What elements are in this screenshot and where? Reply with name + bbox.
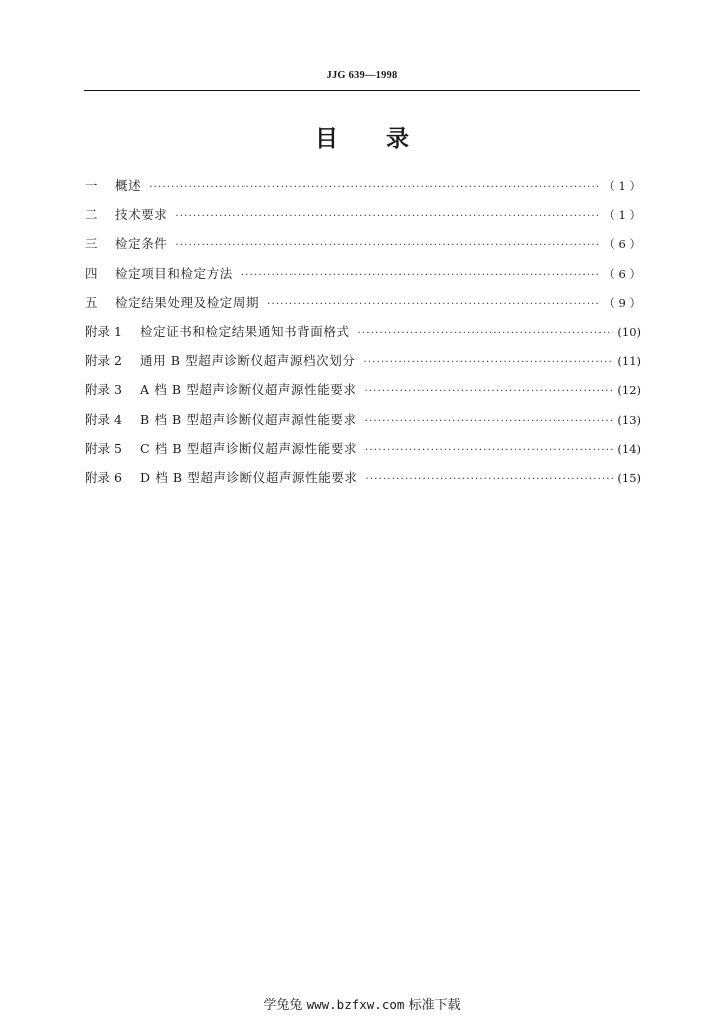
toc-dot-leader: [366, 474, 614, 485]
toc-dot-leader: [365, 445, 613, 456]
footer-tagline: 标准下载: [408, 998, 461, 1013]
toc-dot-leader: [175, 211, 599, 222]
toc-entry-title: 技术要求: [115, 207, 168, 223]
footer-site-name: 学兔兔: [263, 998, 303, 1013]
toc-entry-5[interactable]: [85, 293, 641, 322]
toc-entry-page: (15): [617, 470, 641, 485]
toc-entry-number: 附录 4: [85, 411, 122, 427]
toc-dot-leader: [363, 357, 613, 368]
toc-entry-appendix-3[interactable]: [85, 380, 641, 409]
toc-entry-title: 概述: [115, 178, 142, 193]
toc-entry-number: 附录 5: [85, 440, 122, 456]
toc-entry-number: 二: [85, 207, 98, 223]
toc-entry-appendix-4[interactable]: [85, 410, 641, 439]
footer-url-link[interactable]: www.bzfxw.com: [306, 997, 405, 1012]
toc-dot-leader: [358, 328, 614, 339]
table-of-contents: [85, 176, 641, 497]
toc-dot-leader: [241, 270, 599, 281]
toc-entry-title: B 档 B 型超声诊断仪超声源性能要求: [140, 411, 357, 427]
toc-entry-page: (10): [617, 324, 641, 339]
toc-entry-1[interactable]: [85, 176, 641, 205]
toc-entry-page: (13): [617, 412, 641, 427]
toc-entry-page: (14): [617, 441, 641, 456]
header-divider: [84, 90, 640, 91]
toc-entry-title: 检定结果处理及检定周期: [115, 294, 260, 310]
toc-entry-3[interactable]: [85, 234, 641, 263]
toc-entry-appendix-1[interactable]: [85, 322, 641, 351]
toc-entry-title: 通用 B 型超声诊断仪超声源档次划分: [140, 353, 356, 369]
toc-entry-page: (11): [617, 354, 641, 369]
toc-entry-2[interactable]: [85, 205, 641, 234]
toc-entry-number: 三: [85, 236, 98, 252]
toc-entry-title: 检定项目和检定方法: [115, 265, 233, 281]
toc-dot-leader: [175, 240, 599, 251]
footer: [0, 994, 724, 1013]
toc-dot-leader: [365, 386, 614, 397]
toc-entry-number: 附录 1: [85, 323, 122, 339]
toc-entry-number: 四: [85, 265, 98, 281]
toc-dot-leader: [149, 182, 599, 193]
toc-entry-title: 检定证书和检定结果通知书背面格式: [140, 323, 350, 339]
toc-entry-4[interactable]: [85, 264, 641, 293]
toc-entry-page: （ 1 ）: [603, 179, 641, 193]
toc-entry-title: C 档 B 型超声诊断仪超声源性能要求: [140, 440, 358, 456]
toc-entry-number: 附录 2: [85, 353, 122, 369]
page-title: 目录: [315, 126, 457, 152]
toc-dot-leader: [365, 416, 614, 427]
toc-entry-number: 附录 3: [85, 382, 122, 398]
toc-entry-title: A 档 B 型超声诊断仪超声源性能要求: [140, 382, 357, 398]
toc-entry-page: （ 9 ）: [603, 295, 641, 310]
toc-entry-title: 检定条件: [115, 236, 168, 252]
toc-entry-number: 一: [85, 178, 98, 193]
toc-entry-page: （ 6 ）: [603, 266, 641, 281]
toc-entry-page: （ 1 ）: [603, 208, 641, 223]
toc-entry-appendix-5[interactable]: [85, 439, 641, 468]
toc-entry-appendix-6[interactable]: [85, 468, 641, 497]
toc-entry-page: （ 6 ）: [603, 237, 641, 252]
toc-entry-number: 五: [85, 294, 98, 310]
toc-entry-page: (12): [617, 383, 641, 398]
toc-entry-title: D 档 B 型超声诊断仪超声源性能要求: [140, 469, 358, 485]
toc-entry-appendix-2[interactable]: [85, 351, 641, 380]
toc-entry-number: 附录 6: [85, 469, 122, 485]
toc-dot-leader: [267, 299, 599, 310]
document-code: JJG 639—1998: [326, 70, 398, 81]
